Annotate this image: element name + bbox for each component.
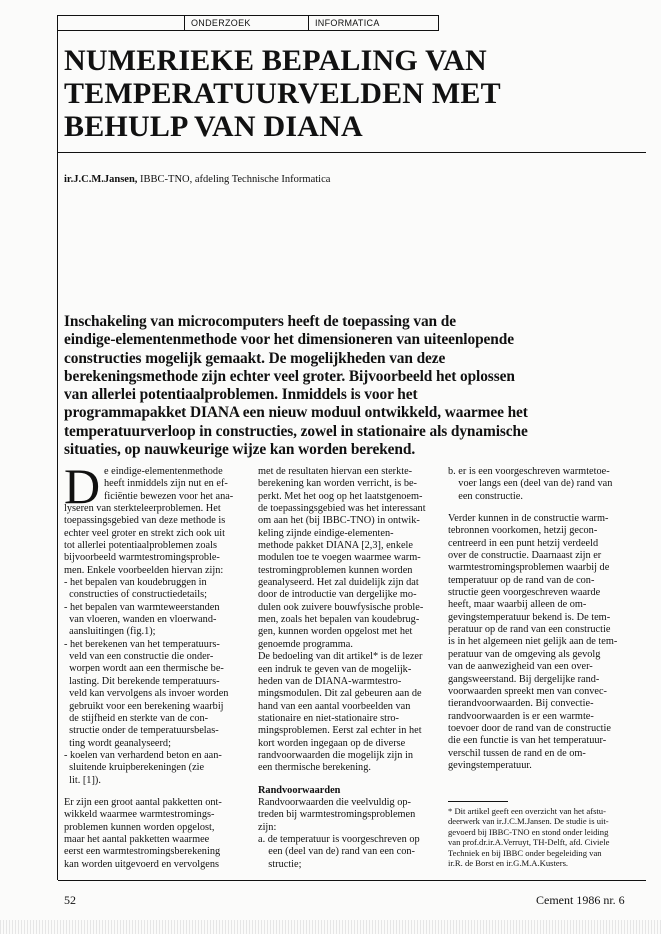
text-line: tierandvoorwaarden. Bij convectie- (448, 698, 594, 710)
text-line: berekening kan worden verricht, is be- (258, 478, 417, 490)
text-line: heeft, maar waarbij alleen de om- (448, 599, 587, 611)
byline-author: ir.J.C.M.Jansen, (64, 174, 138, 185)
text-line: een (deel van de) rand van een con- (258, 846, 415, 858)
text-line: peratuur op de rand van een constructie (448, 624, 611, 636)
text-line: ir.R. de Borst en ir.G.M.A.Kusters. (448, 858, 569, 869)
paragraph-gap (448, 503, 648, 513)
lead-line: temperatuurverloop in constructies, zowel in stationaire als dynamische (64, 422, 528, 440)
text-line: Er zijn een groot aantal pakketten ont- (64, 796, 222, 808)
text-line: e eindige-elementenmethode (104, 466, 223, 477)
text-line: maar het aantal pakketten waarmee (64, 833, 210, 845)
text-line: structie; (258, 858, 302, 870)
footnote-rule (448, 801, 508, 802)
text-line: Verder kunnen in de constructie warm- (448, 513, 609, 525)
text-line: toepassingsgebied van deze methode is (64, 515, 226, 527)
text-line: veld kan vervolgens als invoer worden (64, 688, 229, 700)
rubric-right: INFORMATICA (315, 18, 380, 28)
text-line: toevoer door de rand van de constructie (448, 722, 611, 734)
text-line: Techniek en bij IBBC onder begeleiding van (448, 847, 602, 858)
bottom-rule (58, 880, 646, 881)
title-line-1: NUMERIEKE BEPALING VAN (64, 44, 487, 77)
text-line: heeft inmiddels zijn nut en ef- (104, 478, 228, 490)
lead-line: constructies mogelijk gemaakt. De mogelijkheden van deze (64, 349, 446, 367)
text-line: gebruikt voor een berekening waarbij (64, 700, 224, 712)
text-line: kort worden ingegaan op de diverse (258, 737, 406, 749)
text-line: warmtestromingsproblemen waarbij de (448, 562, 610, 574)
column-2-body (258, 466, 443, 871)
text-line: methode pakket DIANA [2,3], enkele (258, 540, 413, 552)
text-line: met de resultaten hiervan een sterkte- (258, 466, 413, 477)
title-rule (58, 152, 646, 153)
text-line: een constructie. (448, 490, 523, 502)
lead-line: eindige-elementenmethode voor het dimensioneren van uiteenlopende (64, 331, 514, 349)
page-number: 52 (64, 893, 76, 907)
paragraph-gap (64, 787, 250, 797)
text-line: lyseren van sterkteleerproblemen. Het (64, 503, 221, 514)
text-line: Randvoorwaarden die veelvuldig op- (258, 796, 411, 808)
text-line: centreerd in een punt hetzij verdeeld (448, 537, 599, 549)
lead-line: programmapakket DIANA een nieuw moduul ontwikkeld, waarmee het (64, 404, 528, 422)
title-line-3: BEHULP VAN DIANA (64, 110, 363, 143)
text-line: gangsweerstand. Bij dergelijke rand- (448, 673, 600, 685)
text-line: randvoorwaarden is er een warmte- (448, 710, 594, 722)
text-line: problemen kunnen worden opgelost, (64, 821, 215, 833)
rubric-divider-3 (438, 15, 439, 31)
text-line: eerst een warmtestromingsberekening (64, 846, 221, 858)
text-line: randvoorwaarden die mogelijk zijn in (258, 749, 413, 761)
title-line-2: TEMPERATUURVELDEN MET (64, 77, 501, 110)
text-line: van prof.dr.ir.A.Verruyt, TH-Delft, afd. Civiele (448, 837, 610, 848)
text-line: keling zijnde eindige-elementen- (258, 527, 394, 539)
column-1-intro (104, 466, 247, 503)
text-line: genoemde programma. (258, 638, 353, 650)
text-line: gevoerd bij IBBC-TNO en stond onder leiding (448, 826, 609, 837)
text-line: lit. [1]). (64, 774, 101, 786)
text-line: gen, kunnen worden opgelost met het (258, 626, 413, 638)
text-line: om aan het (bij IBBC-TNO) in ontwik- (258, 515, 420, 527)
scan-edge-texture (0, 920, 661, 934)
text-line: door de introductie van dergelijke mo- (258, 589, 417, 601)
text-line: heden van de DIANA-warmtestro- (258, 675, 402, 687)
text-line: - het bepalen van warmteweerstanden (64, 601, 220, 613)
text-line: b. er is een voorgeschreven warmtetoe- (448, 466, 610, 477)
rubric-left: ONDERZOEK (191, 18, 251, 28)
text-line: een indruk te geven van de mogelijk- (258, 663, 412, 675)
lead-line: van allerlei potentiaalproblemen. Inmiddels is voor het (64, 386, 418, 404)
text-line: de toepassingsgebied was het interessant (258, 503, 426, 515)
text-line: hand van een aantal voorbeelden van (258, 700, 411, 712)
text-line: ting wordt geanalyseerd; (64, 737, 171, 749)
text-line: * Dit artikel geeft een overzicht van het afstu- (448, 806, 606, 816)
subhead-randvoorwaarden: Randvoorwaarden (258, 784, 341, 796)
text-line: een thermische berekening. (258, 762, 371, 774)
text-line: structie geen voorgeschreven waarde (448, 587, 601, 599)
text-line: treden bij warmtestromingsproblemen (258, 809, 416, 821)
text-line: verschil tussen de rand en de om- (448, 747, 586, 759)
text-line: tebronnen voorkomen, hetzij gecon- (448, 525, 598, 537)
text-line: voer langs een (deel van de) rand van (448, 478, 613, 490)
lead-paragraph (64, 313, 644, 459)
text-line: - het berekenen van het temperatuurs- (64, 638, 220, 650)
text-line: is in het algemeen niet gelijk aan de tem- (448, 636, 618, 648)
text-line: deerwerk van ir.J.C.M.Jansen. De studie is uit- (448, 816, 609, 827)
text-line: dulen ook zuivere bouwfysische proble- (258, 601, 424, 613)
text-line: echter veel groter en strekt zich ook uit (64, 527, 225, 539)
text-line: worpen wordt aan een thermische be- (64, 663, 224, 675)
text-line: bijvoorbeeld warmtestromingsproble- (64, 552, 220, 564)
byline-affiliation: IBBC-TNO, afdeling Technische Informatica (140, 174, 331, 185)
text-line: over de constructie. Daarnaast zijn er (448, 550, 602, 562)
journal-issue: Cement 1986 nr. 6 (536, 893, 625, 907)
rubric-bottom-rule (58, 30, 439, 31)
text-line: van de aanwezigheid van een over- (448, 661, 593, 673)
text-line: die een functie is van het temperatuur- (448, 735, 607, 747)
text-line: veld van een constructie die onder- (64, 651, 214, 663)
text-line: mingsmodulen. Dit zal gebeuren aan de (258, 688, 422, 700)
text-line: peratuur van de omgeving als gevolg (448, 648, 601, 660)
text-line: van vloeren, wanden en vloerwand- (64, 614, 217, 626)
text-line: ficiëntie bewezen voor het ana- (104, 490, 234, 502)
text-line: aansluitingen (fig.1); (64, 626, 156, 638)
text-line: de stijfheid en sterkte van de con- (64, 712, 209, 724)
column-1-body (64, 503, 250, 871)
article-title (64, 44, 624, 143)
text-line: temperatuur op de rand van de con- (448, 574, 595, 586)
text-line: testromingproblemen kunnen worden (258, 564, 413, 576)
byline (64, 174, 330, 185)
text-line: wikkeld waarmee warmtestromings- (64, 809, 215, 821)
text-line: De bedoeling van dit artikel* is de lezer (258, 651, 423, 663)
text-line: structie onder de temperatuursbelas- (64, 725, 219, 737)
lead-line: berekeningsmethode zijn echter veel groter. Bijvoorbeeld het oplossen (64, 367, 515, 385)
text-line: - het bepalen van koudebruggen in (64, 577, 207, 589)
text-line: gevingstemperatuur. (448, 759, 532, 771)
lead-line: Inschakeling van microcomputers heeft de toepassing van de (64, 313, 456, 330)
text-line: a. de temperatuur is voorgeschreven op (258, 833, 420, 845)
lead-line: situaties, op nauwkeurige wijze kan worden berekend. (64, 441, 416, 459)
text-line: men, zoals het bepalen van koudebrug- (258, 614, 420, 626)
text-line: lasting. Dit berekende temperatuurs- (64, 675, 220, 687)
text-line: stationaire en niet-stationaire stro- (258, 712, 399, 724)
text-line: perkt. Met het oog op het laatstgenoem- (258, 490, 423, 502)
text-line: mingsproblemen. Eerst zal echter in het (258, 725, 422, 737)
text-line: modulen toe te voegen waarmee warm- (258, 552, 421, 564)
text-line: zijn: (258, 821, 277, 833)
text-line: sluitende kruipberekeningen (zie (64, 762, 205, 774)
footnote (448, 806, 648, 868)
text-line: gevingstemperatuur bekend is. De tem- (448, 611, 611, 623)
column-3-body (448, 466, 648, 772)
text-line: geanalyseerd. Het zal duidelijk zijn dat (258, 577, 419, 589)
text-line: constructies of constructiedetails; (64, 589, 207, 601)
text-line: men. Enkele voorbeelden hiervan zijn: (64, 564, 224, 576)
text-line: kan worden uitgevoerd en vervolgens (64, 858, 219, 870)
text-line: voorwaarden spreekt men van convec- (448, 685, 607, 697)
drop-cap: D (64, 458, 101, 514)
page-left-rule (57, 15, 58, 880)
text-line: tot allerlei potentiaalproblemen zoals (64, 540, 217, 552)
text-line: - koelen van verhardend beton en aan- (64, 749, 222, 761)
